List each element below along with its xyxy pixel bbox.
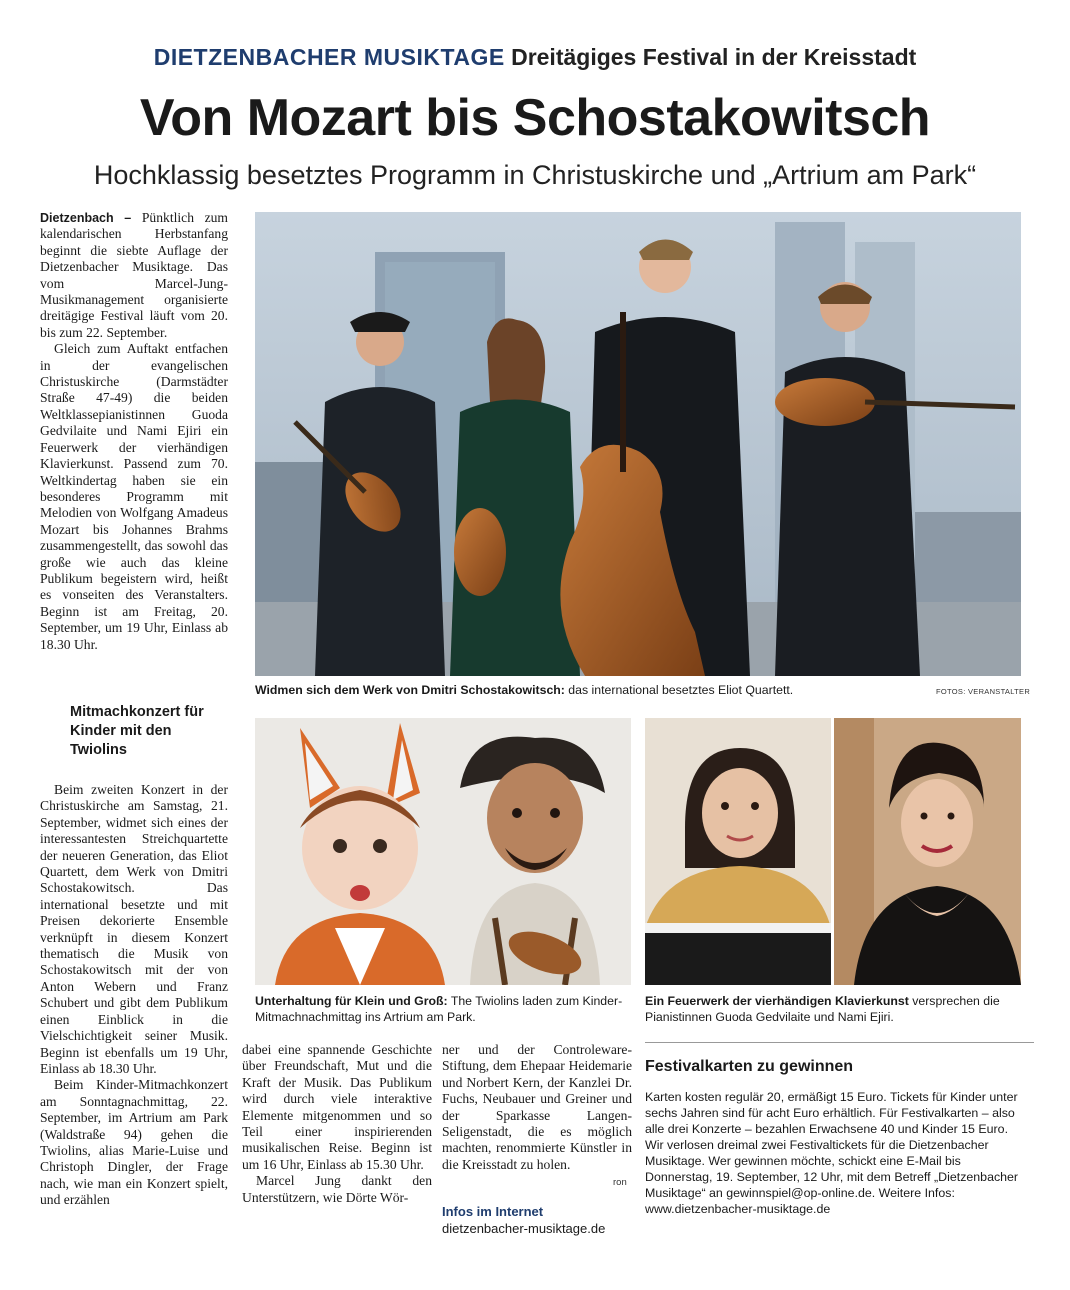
kicker-topic: DIETZENBACHER MUSIKTAGE	[153, 44, 505, 70]
author-signature: ron	[613, 1177, 627, 1188]
pianist-1-illustration	[645, 718, 831, 985]
kicker-line	[0, 44, 1070, 71]
paragraph-2: Gleich zum Auftakt entfachen in der evangelischen Christuskirche (Darmstädter Straße 47-49) die beiden Weltklassepianistinnen Guoda Gedvilaite und Nami Ejiri ein Feuerwerk der vierhändigen Klavierkunst. Passend zum 70. Weltkindertag haben sie ein besonderes Programm mit Melodien von Wolfgang Amadeus Mozart bis Johannes Brahms zusammengestellt, das sowohl das große wie auch das kleine Publikum begeistern wird, heißt es vonseiten des Veranstalters. Beginn ist am Freitag, 20. September, um 19 Uhr, Einlass ab 18.30 Uhr.	[40, 341, 228, 652]
caption-twiolins-bold: Unterhaltung für Klein und Groß:	[255, 994, 448, 1008]
paragraph-1-text: Pünktlich zum kalendarischen Herbstanfang beginnt die siebte Auflage der Dietzenbacher Musiktage. Das vom Marcel-Jung-Musikmanagement organisierte dreitägige Festival läuft vom 20. bis zum 22. September.	[40, 210, 228, 340]
article-column-1b	[40, 782, 228, 1209]
section-subheading: Mitmachkonzert für Kinder mit den Twiolins	[70, 704, 204, 758]
caption-bold: Widmen sich dem Werk von Dmitri Schostakowitsch:	[255, 683, 565, 697]
paragraph-5: dabei eine spannende Geschichte über Freundschaft, Mut und die Kraft der Musik. Das Publikum wird durch viele interaktive Elemente mitgenommen und so Teil einer inspirierenden musikalischen Reise. Beginn ist um 16 Uhr, Einlass ab 15.30 Uhr.	[242, 1042, 432, 1172]
paragraph-3: Beim zweiten Konzert in der Christuskirche am Samstag, 21. September, widmet sich eines der interessantesten Streichquartette der neueren Generation, das Eliot Quartett, dem Werk von Dmitri Schostakowitsch. Das international besetzte und mit Preisen dekorierte Ensemble verknüpft in diesem Konzert thematisch die Musik von Schostakowitsch mit der von Anton Webern und Franz Schubert und gibt dem Publikum einen Einblick in die Vielschichtigkeit seiner Musik. Beginn ist ebenfalls um 19 Uhr, Einlass ab 18.30 Uhr.	[40, 782, 228, 1076]
article-column-1	[40, 210, 228, 653]
paragraph-4: Beim Kinder-Mitmachkonzert am Sonntagnachmittag, 22. September, im Artrium am Park (Waldstraße 94) gehen die Twiolins, alias Marie-Luise und Christoph Dingler, der Frage nach, wie man ein Konzert spielt, und erzählen	[40, 1077, 228, 1208]
kicker-text: Dreitägiges Festival in der Kreisstadt	[511, 44, 917, 70]
caption-twiolins	[255, 994, 630, 1025]
headline: Von Mozart bis Schostakowitsch	[139, 89, 931, 147]
info-heading: Infos im Internet	[442, 1204, 544, 1219]
article-column-2	[242, 1042, 432, 1206]
photo-pianist-ejiri	[645, 718, 831, 985]
dateline: Dietzenbach –	[40, 211, 132, 225]
caption-eliot-quartett	[255, 683, 915, 699]
caption-pianists-text: versprechen die Pianistinnen Guoda Gedvilaite und Nami Ejiri.	[645, 994, 1000, 1024]
subheadline: Hochklassig besetztes Programm in Christuskirche und „Artrium am Park“	[93, 160, 977, 190]
paragraph-7: ner und der Controleware-Stiftung, dem Ehepaar Heidemarie und Norbert Kern, der Kanzlei Dr. Fuchs, Neubauer und Greiner und der Sparkasse Langen-Seligenstadt, die es möglich machten, renommierte Künstler in die Kreisstadt zu holen.	[442, 1042, 632, 1172]
contest-divider	[645, 1042, 1034, 1043]
photo-credit: FOTOS: VERANSTALTER	[936, 687, 1031, 696]
article-column-3	[442, 1042, 632, 1173]
info-url[interactable]: dietzenbacher-musiktage.de	[442, 1221, 606, 1236]
caption-text: das international besetztes Eliot Quartett.	[564, 683, 794, 697]
photo-twiolins	[255, 718, 631, 985]
caption-pianists	[645, 994, 1021, 1025]
caption-pianists-bold: Ein Feuerwerk der vierhändigen Klavierkunst	[645, 994, 909, 1008]
quartet-illustration	[255, 212, 1021, 676]
photo-pianist-gedvilaite	[834, 718, 1021, 985]
twiolins-illustration	[255, 718, 631, 985]
caption-twiolins-text: The Twiolins laden zum Kinder-Mitmachnachmittag ins Artrium am Park.	[255, 994, 623, 1024]
paragraph-intro	[40, 210, 228, 341]
pianist-2-illustration	[834, 718, 1021, 985]
contest-text: Karten kosten regulär 20, ermäßigt 15 Euro. Tickets für Kinder unter sechs Jahren sind für acht Euro erhältlich. Für Festivalkarten – also alle drei Konzerte – bezahlen Erwachsene 40 und Kinder 15 Euro. Wir verlosen dreimal zwei Festivaltickets für die Dietzenbacher Musiktage. Wer gewinnen möchte, schickt eine E-Mail bis Donnerstag, 19. September, 12 Uhr, mit dem Betreff „Dietzenbacher Musiktage“ an gewinnspiel@op-online.de. Weitere Infos: www.dietzenbacher-musiktage.de	[645, 1090, 1019, 1216]
paragraph-6: Marcel Jung dankt den Unterstützern, wie Dörte Wör-	[242, 1173, 432, 1205]
photo-eliot-quartett	[255, 212, 1021, 676]
contest-title: Festivalkarten zu gewinnen	[645, 1058, 854, 1075]
